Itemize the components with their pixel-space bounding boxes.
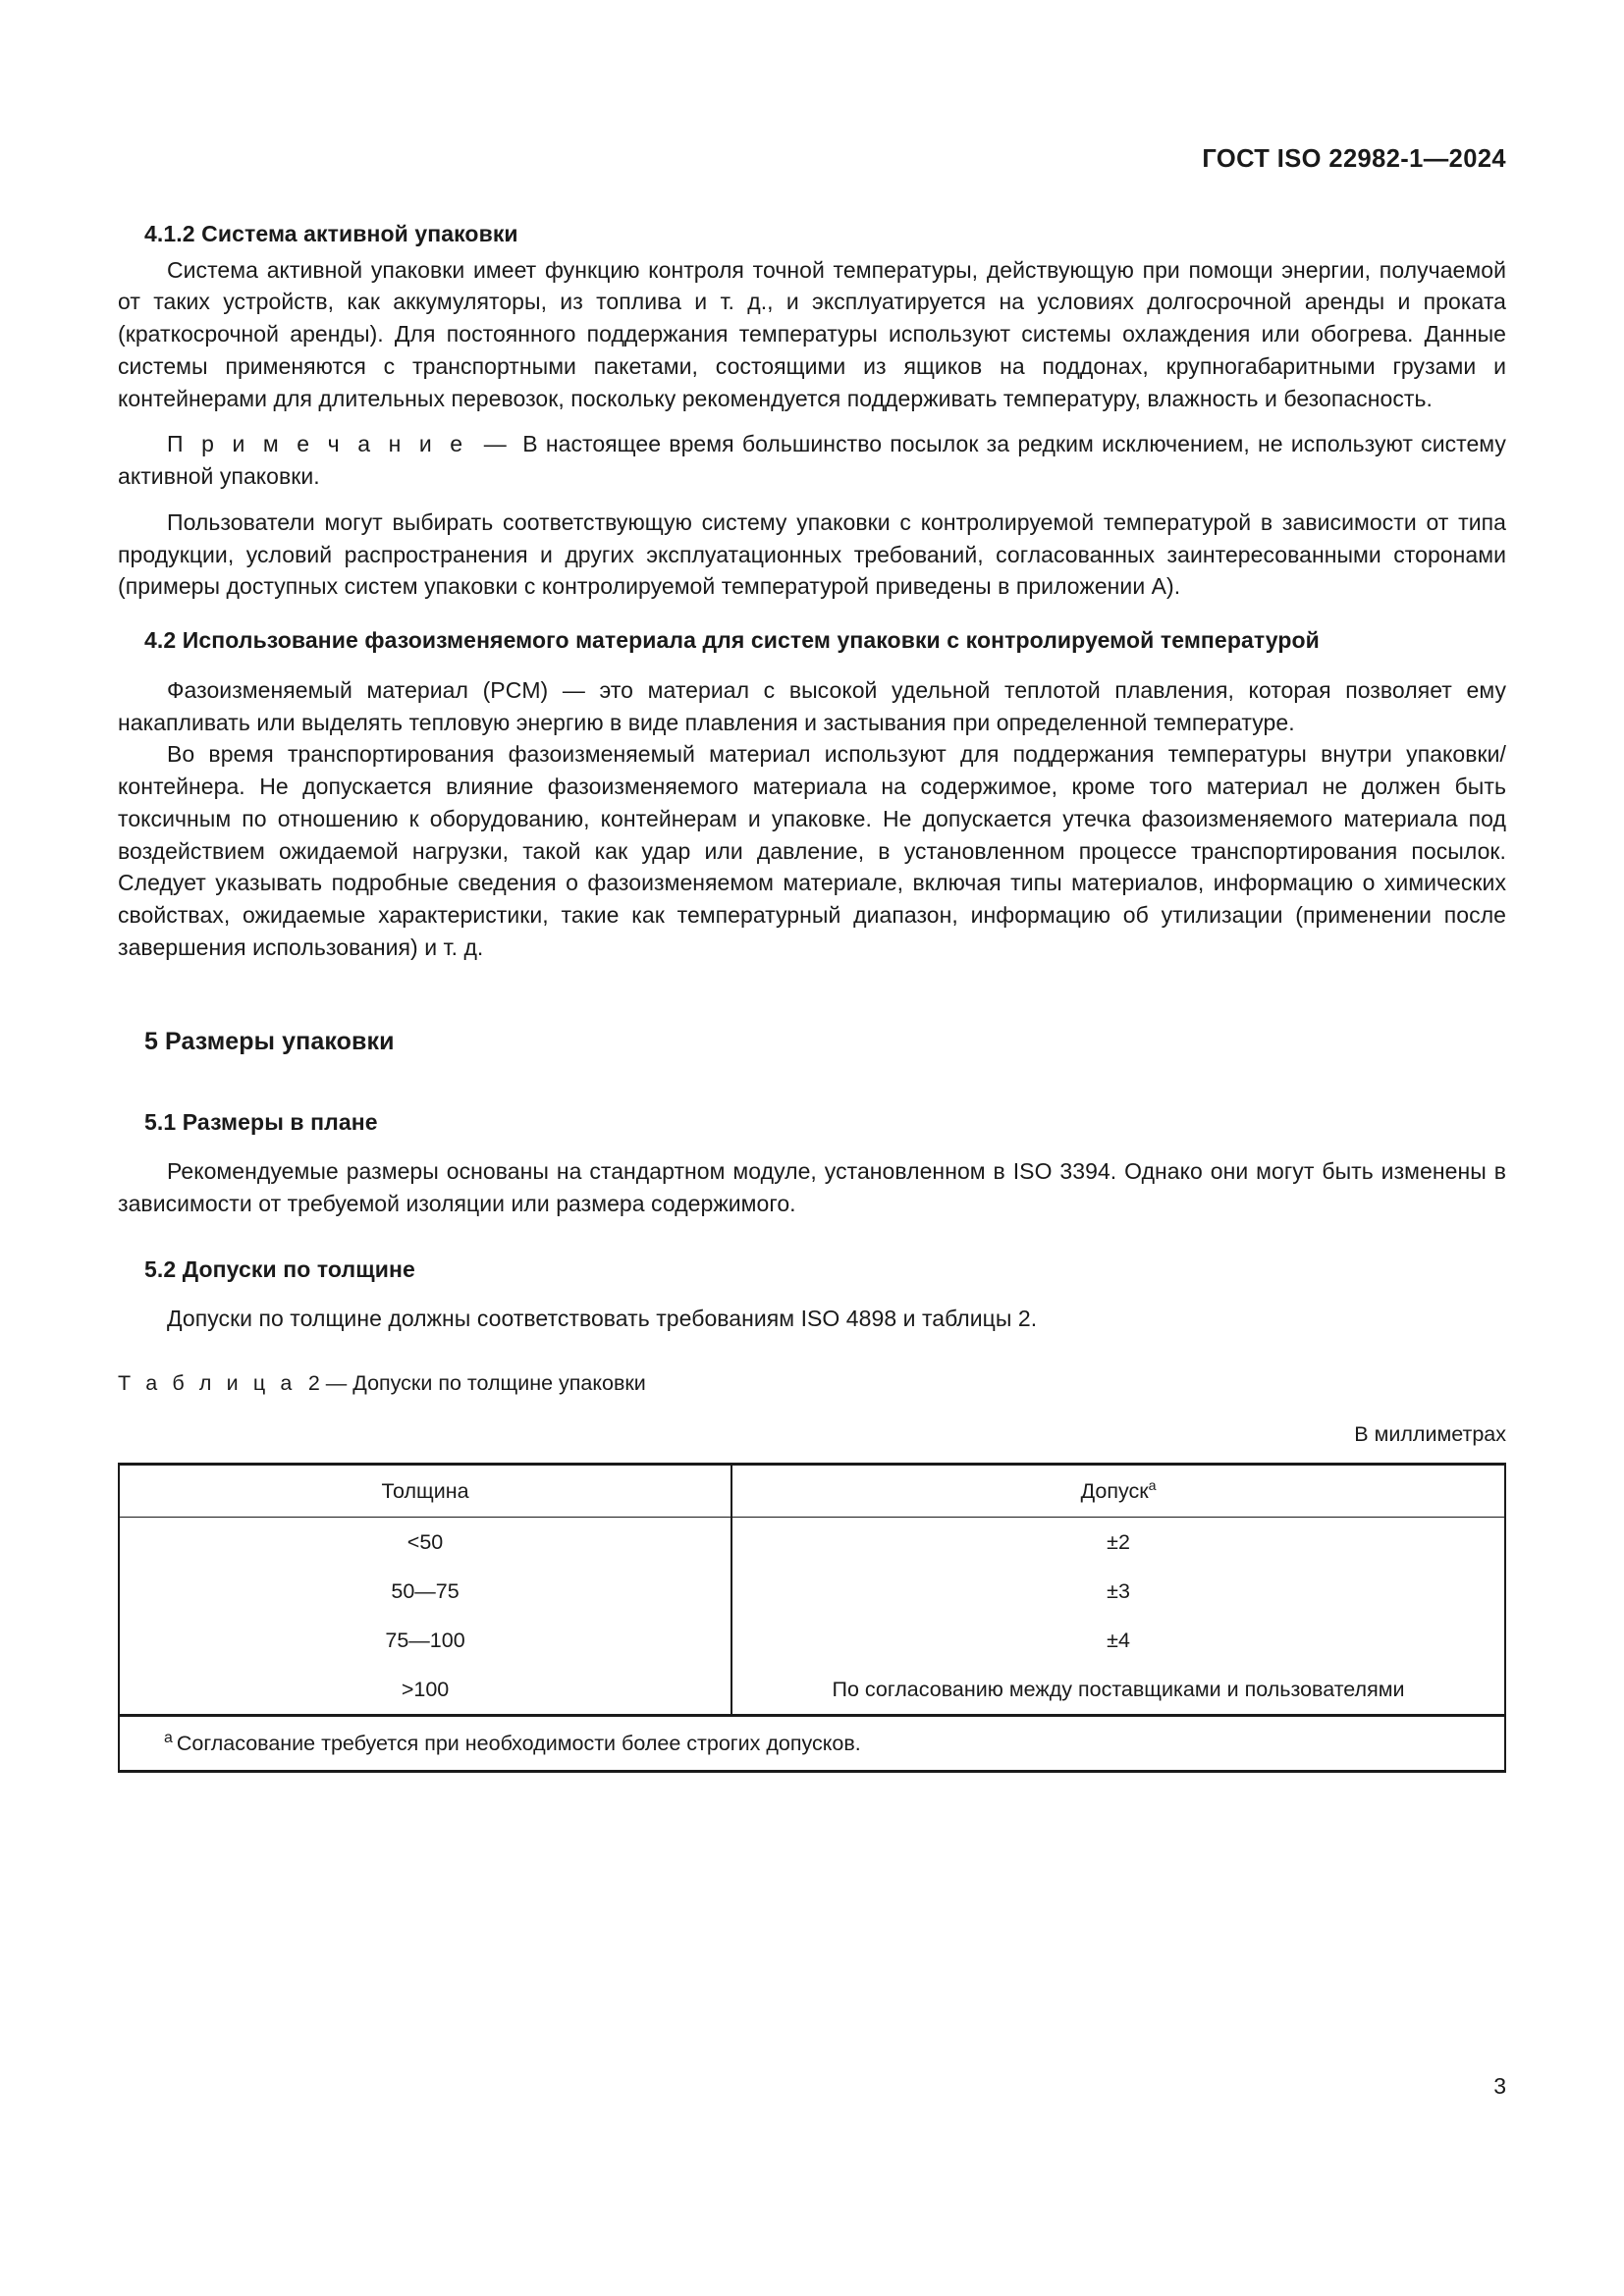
table-footnote-row (119, 1716, 1505, 1772)
table-header-thickness-label: Толщина (381, 1478, 469, 1503)
tolerance-table (118, 1463, 1506, 1773)
table-header-footnote-mark: a (1148, 1477, 1157, 1494)
table-caption-word: Т а б л и ц а (118, 1371, 297, 1396)
table-caption-number: 2 (307, 1371, 320, 1396)
cell-tolerance (731, 1567, 1505, 1616)
table-header-tolerance (731, 1465, 1505, 1518)
paragraph-active-packaging-system: Система активной упаковки имеет функцию контроля точной температуры, действующую при помощи энергии, получаемой от таких устройств, как аккумуляторы, из топлива и т. д., и эксплуатируется на условиях долгосрочной аренды и проката (краткосрочной аренды). Для постоянного поддержания температуры используют системы охлаждения или обогрева. Данные системы применяются с транспортными пакетами, состоящими из ящиков на поддонах, крупногабаритными грузами и контейнерами для длительных перевозок, поскольку рекомендуется поддерживать температуру, влажность и безопасность. (118, 256, 1506, 411)
body-text-area (118, 218, 1506, 1773)
note-text: В настоящее время большинство посылок за редким исключением, не используют систему активной упаковки. (118, 431, 1506, 490)
cell-thickness-value: <50 (406, 1529, 444, 1554)
cell-tolerance (731, 1518, 1505, 1568)
paragraph-5-1-dimensions: Рекомендуемые размеры основаны на стандартном модуле, установленном в ISO 3394. Однако они могут быть изменены в зависимости от требуемой изоляции или размера содержимого. (118, 1158, 1506, 1216)
table-footnote-text: Согласование требуется при необходимости более строгих допусков. (176, 1731, 861, 1755)
cell-thickness-value: 50—75 (391, 1578, 460, 1603)
table-caption (118, 1368, 1506, 1398)
heading-5-2: 5.2 Допуски по толщине (144, 1255, 415, 1282)
running-header-standard-id: ГОСТ ISO 22982-1—2024 (1202, 145, 1506, 173)
cell-tolerance (731, 1616, 1505, 1665)
table-row (119, 1518, 1505, 1568)
table-row (119, 1567, 1505, 1616)
heading-4-2: 4.2 Использование фазоизменяемого материала для систем упаковки с контролируемой температурой (144, 627, 1320, 654)
table-footnote-cell (119, 1716, 1505, 1772)
cell-thickness (119, 1665, 731, 1716)
heading-4-1-2: 4.1.2 Система активной упаковки (144, 221, 518, 246)
cell-thickness (119, 1616, 731, 1665)
table-row (119, 1616, 1505, 1665)
table-header-thickness (119, 1465, 731, 1518)
table-footnote-mark: a (164, 1729, 173, 1746)
cell-thickness (119, 1567, 731, 1616)
cell-tolerance (731, 1665, 1505, 1716)
heading-5-packaging-dimensions: 5 Размеры упаковки (144, 1027, 395, 1055)
paragraph-pcm-definition: Фазоизменяемый материал (PCM) — это материал с высокой удельной теплотой плавления, которая позволяет ему накапливать или выделять тепловую энергию в виде плавления и застывания при определенной температуре. (118, 676, 1506, 735)
heading-5-1: 5.1 Размеры в плане (144, 1108, 378, 1135)
cell-tolerance-value: ±2 (1107, 1529, 1130, 1554)
cell-tolerance-value: По согласованию между поставщиками и пользователями (832, 1677, 1405, 1701)
page-number: 3 (1493, 2073, 1506, 2099)
table-header-tolerance-label: Допуск (1080, 1478, 1149, 1503)
cell-tolerance-value: ±4 (1107, 1628, 1130, 1652)
note-label: П р и м е ч а н и е (167, 431, 468, 457)
table-header-row (119, 1465, 1505, 1518)
cell-thickness (119, 1518, 731, 1568)
table-caption-dash: — (325, 1371, 348, 1396)
table-row (119, 1665, 1505, 1716)
paragraph-pcm-transport: Во время транспортирования фазоизменяемый материал используют для поддержания температуры внутри упаковки/контейнера. Не допускается влияние фазоизменяемого материала на содержимое, кроме того материал не должен быть токсичным по отношению к оборудованию, контейнерам и упаковке. Не допускается утечка фазоизменяемого материала под воздействием ожидаемой нагрузки, такой как удар или давление, в установленном процессе транспортирования посылок. Следует указывать подробные сведения о фазоизменяемом материале, включая типы материалов, информацию о химических свойствах, ожидаемые характеристики, такие как температурный диапазон, информацию об утилизации (применении после завершения использования) и т. д. (118, 741, 1506, 960)
cell-thickness-value: >100 (401, 1677, 450, 1701)
table-caption-title: Допуски по толщине упаковки (352, 1371, 646, 1396)
note-dash: — (483, 431, 507, 457)
table-units-label: В миллиметрах (1354, 1422, 1506, 1447)
paragraph-users-selection: Пользователи могут выбирать соответствующую систему упаковки с контролируемой температурой в зависимости от типа продукции, условий распространения и других эксплуатационных требований, согласованных заинтересованными сторонами (примеры доступных систем упаковки с контролируемой температурой приведены в приложении А). (118, 508, 1506, 600)
cell-tolerance-value: ±3 (1107, 1578, 1130, 1603)
cell-thickness-value: 75—100 (385, 1628, 465, 1652)
note-paragraph (118, 428, 1506, 493)
paragraph-5-2-tolerances: Допуски по толщине должны соответствовать требованиям ISO 4898 и таблицы 2. (167, 1306, 1038, 1332)
